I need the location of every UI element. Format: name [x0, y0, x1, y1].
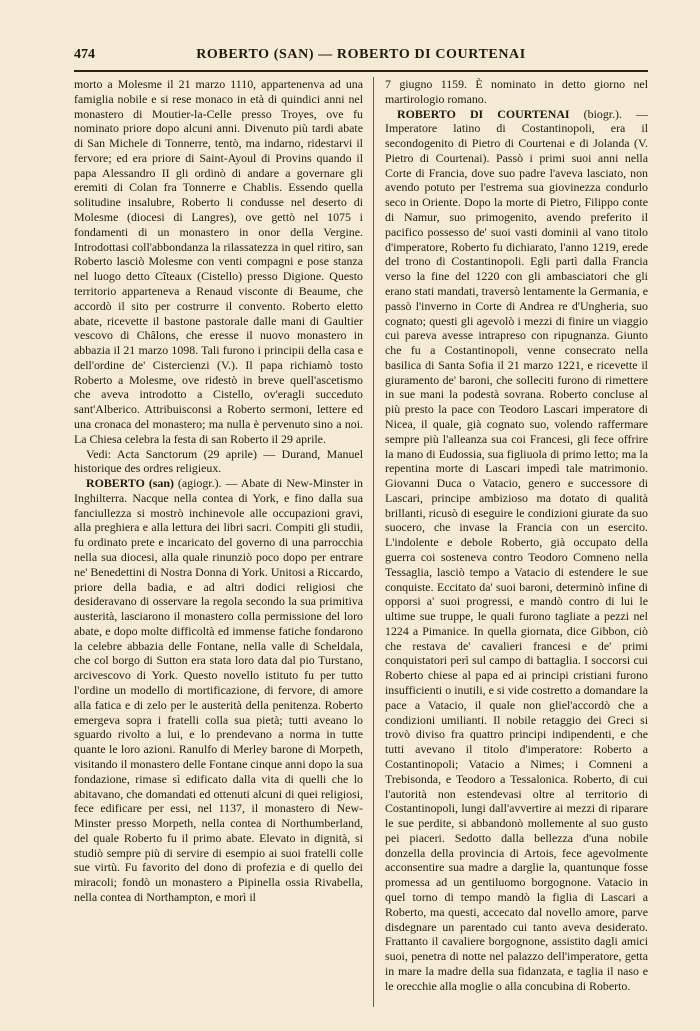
entry-headword: ROBERTO (san)	[86, 476, 174, 491]
entry-body: (biogr.). — Imperatore latino di Costantinopoli, era il secondogenito di Pietro di Courtenai e di Jolanda (V. Pietro di Courtenai). Passò i primi suoi anni nella Corte di Francia, dove suo padre l'aveva lasciato, non avendo potuto per l'estrema sua giovinezza condurlo seco in Oriente. Dopo la morte di Pietro, Filippo conte di Namur, suo primogenito, avendo preferito il pacifico possesso de' suoi vasti dominii al vano titolo d'imperatore, Roberto fu dichiarato, l'anno 1219, erede del trono di Costantinopoli. Egli partì dalla Francia verso la fine del 1220 con gli ambasciatori che gli erano stati mandati, traversò lentamente la Germania, e passò l'inverno in Corte di Andrea re d'Ungheria, suo cognato; questi gli agevolò i mezzi di finire un viaggio cui pareva avesse intrapreso con ripugnanza. Giunto che fu a Costantinopoli, venne consecrato nella basilica di Santa Sofia il 21 marzo 1221, e ricevette il giuramento de' baroni, che solleciti furono di rimettere in sue mani la podestà sovrana. Roberto concluse al più presto la pace con Teodoro Lascari imperatore di Nicea, il quale, già cognato suo, volendo raffermare sempre più l'alleanza sua coi Francesi, gli fece offrire la mano di Eudossia, sua figliuola di primo letto; ma la repentina morte di Lascari impedì tale matrimonio. Giovanni Duca o Vatacio, genero e successore di Lascari, principe ambizioso ma dotato di qualità brillanti, ricusò di eseguire le condizioni giurate da suo suocero, che invase la Francia con un esercito. L'indolente e debole Roberto, già occupato della guerra coi sosteneva contro Teodoro Comneno nella Tessaglia, lasciò tempo a Vatacio di estendere le sue conquiste. Eccitato da' suoi baroni, determinò infine di opporsi a' suoi progressi, e mandò contro di lui le ultime sue truppe, le quali furono tagliate a pezzi nel 1224 a Pimanice. In quella giornata, dice Gibbon, ciò che restava de' cavalieri francesi e de' primi conquistatori perì sul campo di battaglia. I soccorsi cui Roberto chiese al papa ed ai principi cristiani furono insufficienti o inutili, e si vide costretto a domandare la pace a Vatacio, il quale non gliel'accordò che a condizioni umilianti. Il nobile retaggio dei Greci si trovò diviso fra quattro principi indipendenti, e che tutti avevano il titolo d'imperatore: Roberto a Costantinopoli; Vatacio a Nimes; i Comneni a Trebisonda, e Teodoro a Tessalonica. Roberto, di cui l'autorità non estendevasi oltre al territorio di Costantinopoli, lungi dall'avvertire ai mezzi di riparare le sue perdite, si abbandonò mollemente al suo gusto pei piaceri. Sedotto dalla bellezza d'una nobile donzella della provincia di Artois, fece agevolmente acconsentire sua madre a darglie la, quantunque fosse promessa ad un gentiluomo borgognone. Vatacio in quel torno di tempo mandò la figlia di Lascari a Roberto, ma questi, accecato dal novello amore, parve disdegnare un parentado cui tanto aveva desiderato. Frattanto il cavaliere borgognone, assistito dagli amici suoi, penetra di notte nel palazzo dell'imperatore, getta in mare la madre della sua fidanzata, e taglia il naso e le orecchie alla moglie o alla concubina di Roberto.	[385, 106, 648, 993]
entry-roberto-newminster	[74, 476, 363, 905]
left-column	[74, 77, 363, 1012]
entry-roberto-molesme-text: morto a Molesme il 21 marzo 1110, appartenenva ad una famiglia nobile e si rese monaco in età di quindici anni nel monastero di Moutier-la-Celle presso Troyes, ove fu nominato priore dopo alcuni anni. Divenuto più tardi abate di San Michele di Tonnerre, tentò, ma indarno, ridestarvi il fervore; ed era priore di Saint-Ayoul di Provins quando il papa Alessandro II gli ordinò di andare a governare gli eremiti di Colan fra Tonnerre e Chablis. Essendo quella solitudine insalubre, Roberto li condusse nel deserto di Molesme (diocesi di Langres), ove gettò nel 1075 i fondamenti di un monastero in onor della Vergine. Introdottasi coll'abbondanza la rilassatezza in quel ritiro, san Roberto lasciò Molesme con venti compagni e pose stanza nel luogo detto Cîteaux (Cistello) presso Digione. Questo territorio apparteneva a Renaud visconte di Beaume, che accordò il sito per costrurre il convento. Roberto eletto abate, ricevette il bastone pastorale dalle mani di Gaultier vescovo di Châlons, che eresse il nuovo monastero in abbazia il 21 marzo 1098. Tali furono i principii della casa e dell'ordine de' Cistercienzi (V.). Il papa richiamò tosto Roberto a Molesme, ove ridestò in breve quell'ascetismo che aveva introdotto a Cistello, ov'eragli succeduto sant'Alberico. Attribuisconsi a Roberto sermoni, lettere ed una cronaca del monastero; ma nulla è pervenuto sino a noi. La Chiesa celebra la festa di san Roberto il 29 aprile.	[74, 77, 363, 446]
page-number: 474	[74, 47, 95, 62]
header-rule	[74, 70, 648, 72]
page-header	[74, 47, 648, 67]
entry-body: (agiogr.). — Abate di New-Minster in Inghilterra. Nacque nella contea di York, e fino dalla sua fanciullezza si mostrò inchinevole alle occupazioni gravi, alla preghiera e alla lettura dei libri sacri. Compiti gli studii, fu ordinato prete e incaricato del governo di una parrocchia nella sua diocesi, alla quale rinunziò poco dopo per entrare ne' Benedettini di Nostra Donna di York. Unitosi a Riccardo, priore della badia, e ad altri dodici religiosi che desideravano di osservare la regola secondo la sua primitiva austerità, lasciarono il monastero colla permissione del loro abate, e dopo molte difficoltà ed immense fatiche fondarono la celebre abbazia delle Fontane, nella valle di Scheldala, che col borgo di Sutton era stata loro data dal pio Turstano, arcivescovo di York. Questo novello istituto fu per tutto l'ordine un modello di mortificazione, di fervore, di amore alla fatica e di zelo per le austerità della penitenza. Roberto emergeva sopra i fratelli colla sua pietà; tutti aveano lo sguardo rivolto a lui, e lo prendevano a norma in tutte quante le loro azioni. Ranulfo di Merley barone di Morpeth, visitando il monastero delle Fontane cinque anni dopo la sua fondazione, rimase sì edificato dalla vita di quelli che lo abitavano, che domandati ed ottenuti alcuni di quei religiosi, fece edificare per essi, nel 1137, il monastero di New-Minster presso Morpeth, nella contea di Northumberland, del quale Roberto fu il primo abate. Elevato in dignità, si studiò sempre più di servire di esempio ai suoi fratelli colle sue virtù. Fu favorito del dono di profezia e di quello dei miracoli; fondò un monastero a Pipinella ossia Rivabella, nella contea di Northampton, e morì il	[74, 476, 363, 904]
column-divider	[373, 77, 374, 1007]
entry-roberto-courtenai	[385, 107, 648, 994]
bibliography-reference: Vedi: Acta Sanctorum (29 aprile) — Durand, Manuel historique des ordres religieux.	[74, 446, 363, 476]
entry-headword: ROBERTO DI COURTENAI	[397, 106, 570, 121]
right-column	[385, 77, 648, 1012]
running-title: ROBERTO (SAN) — ROBERTO DI COURTENAI	[196, 47, 526, 62]
entry-continuation: 7 giugno 1159. È nominato in detto giorno nel martirologio romano.	[385, 77, 648, 106]
